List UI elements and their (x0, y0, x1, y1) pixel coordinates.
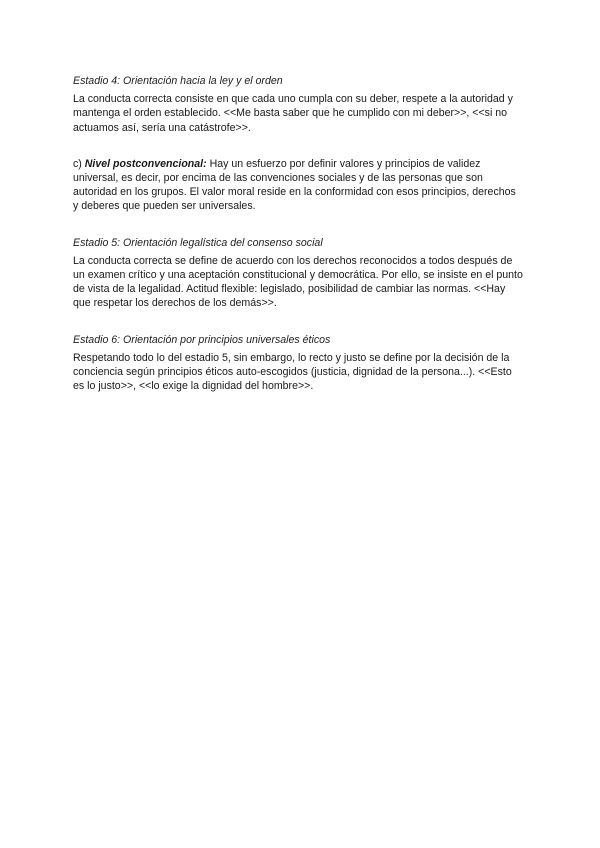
stage-4-text: La conducta correcta consiste en que cada uno cumpla con su deber, respete a la autoridad y mantenga el orden establecido. <<Me basta saber que he cumplido con mi deber>>, <<si no actuamos así, sería una catástrofe>>. (73, 93, 513, 134)
level-label: Nivel postconvencional: (84, 157, 207, 170)
stage-5-section (73, 236, 523, 311)
postconventional-paragraph (73, 157, 523, 214)
stage-4-heading: Estadio 4: Orientación hacia la ley y el orden (73, 75, 283, 87)
document-body (73, 74, 523, 415)
postconventional-level-section (73, 157, 523, 214)
stage-6-text: Respetando todo lo del estadio 5, sin embargo, lo recto y justo se define por la decisión de la conciencia según principios éticos auto-escogidos (justicia, dignidad de la persona...). <<Esto es lo justo>>, <<lo exige la dignidad del hombre>>. (73, 351, 512, 393)
stage-5-heading: Estadio 5: Orientación legalística del consenso social (73, 236, 323, 249)
stage-5-text: La conducta correcta se define de acuerdo con los derechos reconocidos a todos después de un examen crítico y una aceptación constitucional y democrática. Por ello, se insiste en el punto de vista de la legalidad. Actitud flexible: legislado, posibilidad de cambiar las normas. <<Hay que respetar los derechos de los demás>>. (73, 254, 523, 310)
level-prefix: c) (73, 157, 85, 170)
stage-4-section (73, 74, 523, 135)
level-text: Hay un esfuerzo por definir valores y principios de validez universal, es decir, por encima de las convenciones sociales y de las personas que son autoridad en los grupos. El valor moral reside en la conformidad con esos principios, derechos y deberes que pueden ser universales. (73, 157, 516, 213)
stage-6-section (73, 333, 523, 394)
stage-6-heading: Estadio 6: Orientación por principios universales éticos (73, 333, 331, 346)
